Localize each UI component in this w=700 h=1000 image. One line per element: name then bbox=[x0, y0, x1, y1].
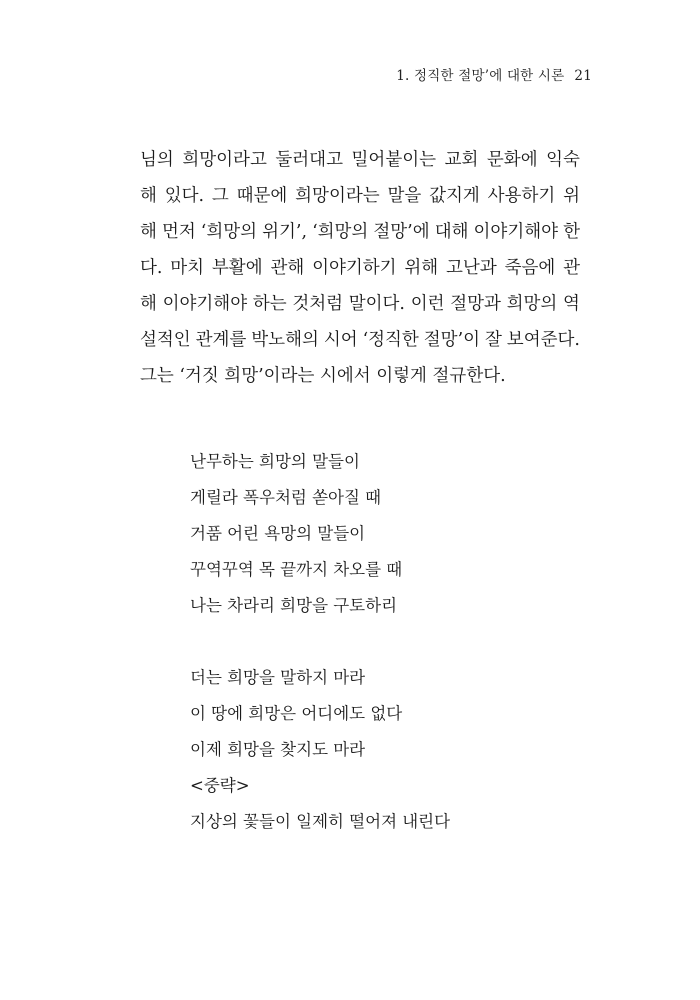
page-number: 21 bbox=[574, 68, 592, 84]
word: ‘희망의 bbox=[312, 222, 369, 242]
word: 교회 bbox=[444, 150, 479, 170]
word: 둘러대고 bbox=[275, 150, 343, 170]
word: 관 bbox=[563, 258, 580, 278]
word: 그 bbox=[211, 186, 229, 206]
word: 있다. bbox=[164, 186, 205, 206]
word: 위기’, bbox=[262, 222, 308, 242]
word: 박노해의 bbox=[251, 330, 319, 350]
word: 문화에 bbox=[486, 150, 538, 170]
poem-line: 난무하는 희망의 말들이 bbox=[190, 452, 360, 471]
poem-line: 거품 어린 욕망의 말들이 bbox=[190, 524, 366, 543]
poem-line: 이 땅에 희망은 어디에도 없다 bbox=[190, 704, 403, 723]
word: 해 bbox=[140, 186, 157, 206]
chapter-title: 1. 정직한 절망’에 대한 시론 bbox=[396, 68, 565, 84]
word: 값지게 bbox=[429, 186, 480, 206]
paragraph-line bbox=[140, 214, 580, 250]
word: 해 bbox=[140, 222, 157, 242]
word: 해 bbox=[140, 294, 157, 314]
poem-line: 더는 희망을 말하지 마라 bbox=[190, 668, 366, 687]
word: 대해 bbox=[434, 222, 469, 242]
word: ‘정직한 bbox=[362, 330, 419, 350]
word: 것처럼 bbox=[292, 294, 344, 314]
word: 위 bbox=[563, 186, 580, 206]
word: 시어 bbox=[323, 330, 358, 350]
word: 사용하기 bbox=[487, 186, 556, 206]
paragraph-line bbox=[140, 178, 580, 214]
poem-line: 게릴라 폭우처럼 쏟아질 때 bbox=[190, 488, 382, 507]
poem-omission-marker: <중략> bbox=[190, 776, 250, 795]
word: 설적인 bbox=[140, 330, 191, 350]
word: 위해 bbox=[404, 258, 439, 278]
word: 절망’에 bbox=[373, 222, 430, 242]
word: 관해 bbox=[270, 258, 305, 278]
word: 역 bbox=[563, 294, 580, 314]
word: 이런 bbox=[410, 294, 445, 314]
word: 이야기해야 bbox=[162, 294, 248, 314]
running-header bbox=[396, 64, 592, 84]
body-paragraph bbox=[140, 142, 580, 394]
poem-line: 나는 차라리 희망을 구토하리 bbox=[190, 596, 398, 615]
word: 때문에 bbox=[236, 186, 288, 206]
word: 잘 bbox=[484, 330, 502, 350]
word: 말을 bbox=[387, 186, 422, 206]
word: 먼저 bbox=[161, 222, 196, 242]
word: 고난과 bbox=[446, 258, 497, 278]
word: 말이다. bbox=[348, 294, 405, 314]
word: 절망’이 bbox=[423, 330, 481, 350]
word: 관계를 bbox=[195, 330, 247, 350]
word: 희망이라는 bbox=[295, 186, 380, 206]
word: 이야기해야 bbox=[473, 222, 559, 242]
word: 하는 bbox=[252, 294, 287, 314]
word: 죽음에 bbox=[504, 258, 556, 278]
word: 한 bbox=[563, 222, 580, 242]
word: 님의 bbox=[140, 150, 174, 170]
word: 희망이라고 bbox=[182, 150, 267, 170]
paragraph-line bbox=[140, 250, 580, 286]
word: 절망과 bbox=[450, 294, 501, 314]
word: 보여준다. bbox=[506, 330, 580, 350]
poem-line: 꾸역꾸역 목 끝까지 차오를 때 bbox=[190, 560, 403, 579]
paragraph-line: 그는 ‘거짓 희망’이라는 시에서 이렇게 절규한다. bbox=[140, 366, 506, 386]
stanza-break bbox=[190, 624, 550, 660]
paragraph-line bbox=[140, 286, 580, 322]
word: 다. bbox=[140, 258, 163, 278]
word: 밀어붙이는 bbox=[351, 150, 437, 170]
word: 마치 bbox=[170, 258, 205, 278]
poem-quote bbox=[190, 444, 550, 840]
paragraph-line bbox=[140, 322, 580, 358]
word: 익숙 bbox=[546, 150, 580, 170]
word: ‘희망의 bbox=[200, 222, 258, 242]
word: 희망의 bbox=[506, 294, 558, 314]
poem-stanza-1 bbox=[190, 444, 550, 624]
poem-stanza-2 bbox=[190, 660, 550, 840]
word: 부활에 bbox=[211, 258, 263, 278]
paragraph-line bbox=[140, 142, 580, 178]
word: 이야기하기 bbox=[312, 258, 397, 278]
poem-line: 이제 희망을 찾지도 마라 bbox=[190, 740, 366, 759]
poem-line: 지상의 꽃들이 일제히 떨어져 내린다 bbox=[190, 812, 451, 831]
